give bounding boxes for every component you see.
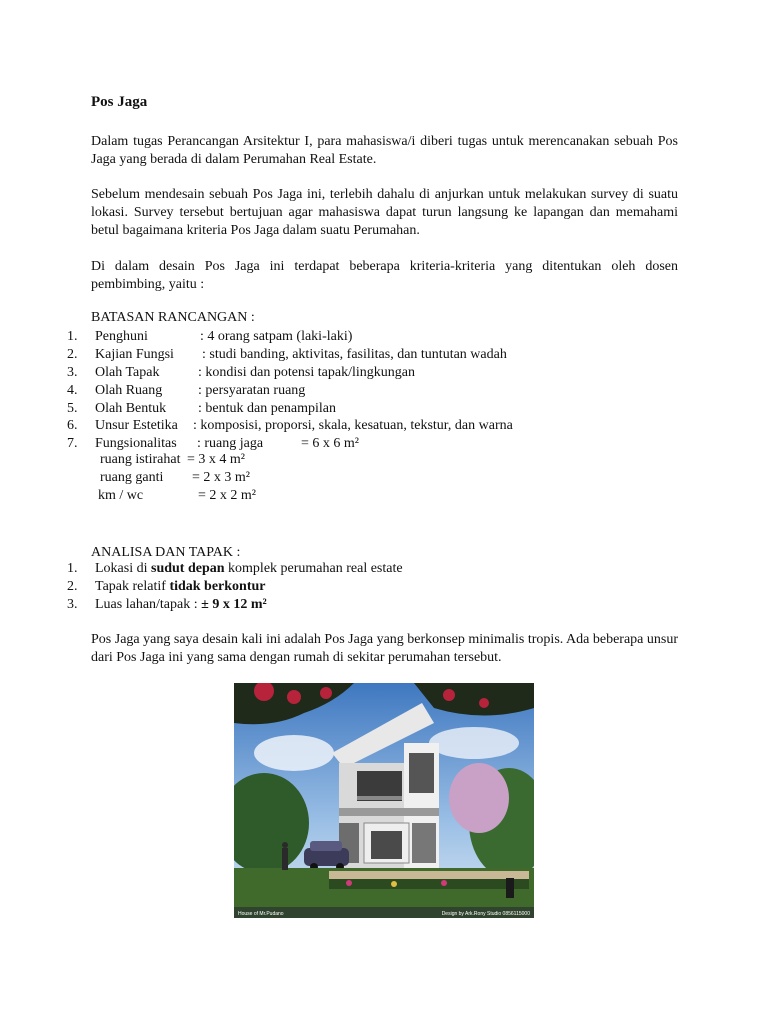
list-number: 3. xyxy=(67,596,78,612)
paragraph-intro: Dalam tugas Perancangan Arsitektur I, para mahasiswa/i diberi tugas untuk merencanakan sebuah Pos Jaga yang berada di dalam Perumahan Real Estate. xyxy=(91,134,678,167)
list-value: : kondisi dan potensi tapak/lingkungan xyxy=(198,364,415,380)
list-number: 1. xyxy=(67,329,78,344)
list-value-extra: = 6 x 6 m² xyxy=(301,436,359,452)
list-number: 1. xyxy=(67,561,78,576)
sub-item-value: = 2 x 2 m² xyxy=(198,488,256,503)
list-label: Fungsionalitas xyxy=(95,436,177,452)
sub-item-value: = 2 x 3 m² xyxy=(192,470,250,485)
paragraph-closing: Pos Jaga yang saya desain kali ini adalah Pos Jaga yang berkonsep minimalis tropis. Ada beberapa unsur dari Pos Jaga ini yang sama dengan rumah di sekitar perumahan tersebut. xyxy=(91,632,678,665)
list-text: Tapak relatif tidak berkontur xyxy=(95,578,266,594)
list-value: : ruang jaga xyxy=(197,436,264,452)
house-rendering-image xyxy=(234,683,534,918)
batasan-heading: BATASAN RANCANGAN : xyxy=(91,310,255,325)
paragraph-survey: Sebelum mendesain sebuah Pos Jaga ini, terlebih dahalu di anjurkan untuk melakukan survey di suatu lokasi. Survey tersebut bertujuan agar mahasiswa dapat turun langsung ke lapangan dan memahami betul bagaimana kriteria Pos Jaga dalam suatu Perumahan. xyxy=(91,187,678,238)
list-text: Lokasi di sudut depan komplek perumahan real estate xyxy=(95,561,403,576)
list-label: Unsur Estetika xyxy=(95,418,178,434)
list-label: Olah Ruang xyxy=(95,382,163,398)
list-value: : bentuk dan penampilan xyxy=(198,400,337,416)
list-value: : persyaratan ruang xyxy=(198,382,306,398)
sub-item-label: ruang istirahat xyxy=(100,452,181,467)
sub-item-label: ruang ganti xyxy=(100,470,164,485)
list-label: Penghuni xyxy=(95,329,148,344)
list-number: 3. xyxy=(67,364,78,380)
paragraph-criteria: Di dalam desain Pos Jaga ini terdapat beberapa kriteria-kriteria yang ditentukan oleh dosen pembimbing, yaitu : xyxy=(91,259,678,292)
analisa-heading: ANALISA DAN TAPAK : xyxy=(91,545,241,560)
list-number: 5. xyxy=(67,400,78,416)
sub-item-label: km / wc xyxy=(98,488,144,503)
list-number: 7. xyxy=(67,436,78,452)
list-label: Kajian Fungsi xyxy=(95,346,174,362)
sub-item-value: = 3 x 4 m² xyxy=(187,452,245,467)
list-value: : studi banding, aktivitas, fasilitas, dan tuntutan wadah xyxy=(202,346,507,362)
page-title: Pos Jaga xyxy=(91,94,148,110)
image-caption-left: House of Mr.Pudano xyxy=(238,911,284,917)
list-number: 6. xyxy=(67,418,78,434)
list-label: Olah Tapak xyxy=(95,364,160,380)
list-number: 4. xyxy=(67,382,78,398)
list-text: Luas lahan/tapak : ± 9 x 12 m² xyxy=(95,596,267,612)
list-number: 2. xyxy=(67,578,78,594)
list-value: : komposisi, proporsi, skala, kesatuan, tekstur, dan warna xyxy=(193,418,513,434)
image-caption-right: Design by Ark.Rony Studio 0856115000 xyxy=(441,911,530,917)
list-value: : 4 orang satpam (laki-laki) xyxy=(200,329,353,344)
list-label: Olah Bentuk xyxy=(95,400,167,416)
list-number: 2. xyxy=(67,346,78,362)
